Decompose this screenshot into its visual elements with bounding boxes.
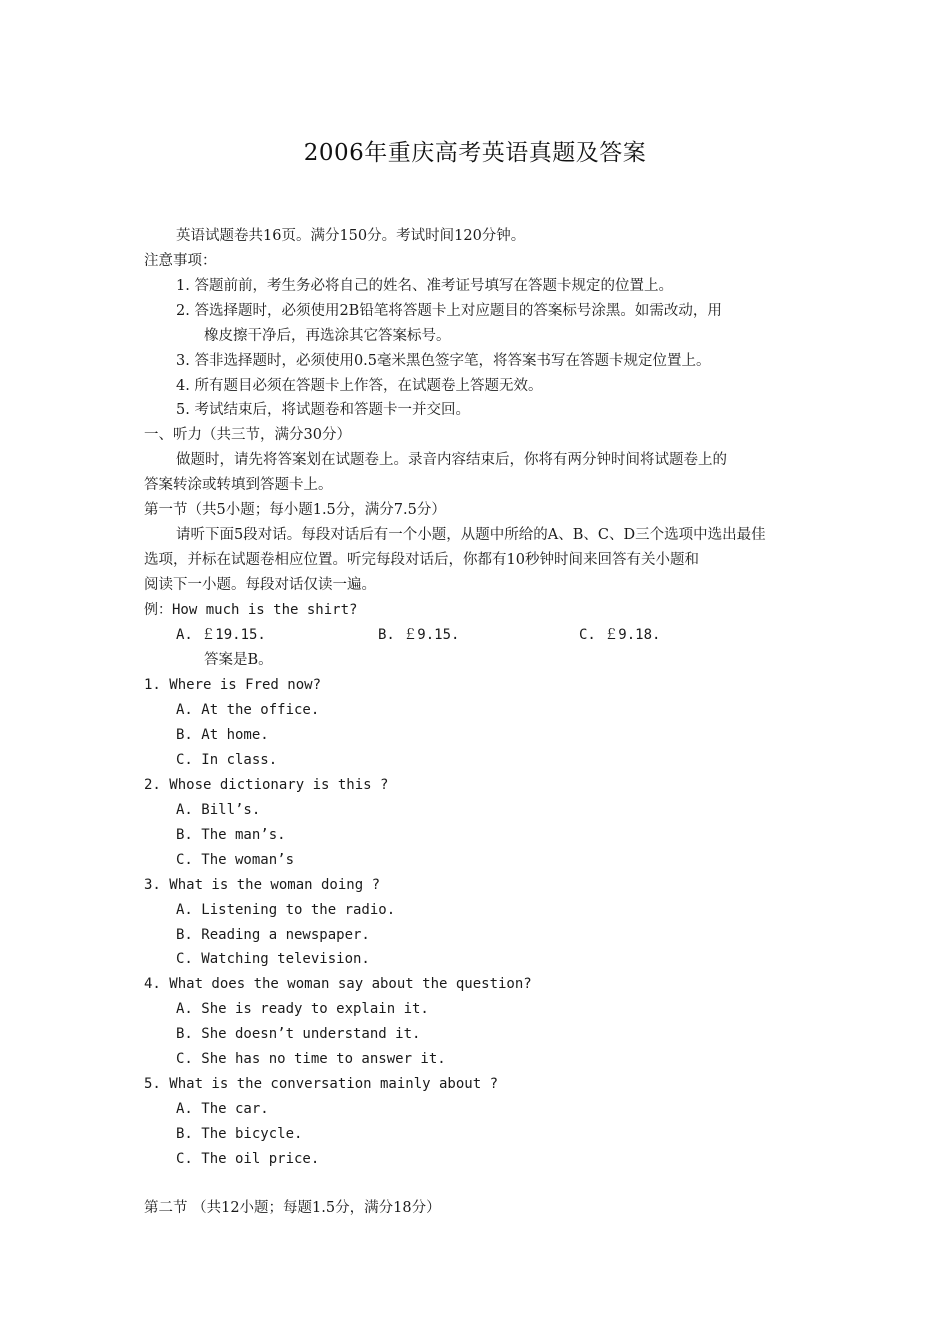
part1-heading: 一、听力（共三节，满分30分）: [144, 427, 351, 443]
question-4-option: A. She is ready to explain it.: [176, 1001, 429, 1017]
example-answer: 答案是B。: [204, 652, 273, 668]
question-2-option: C. The woman’s: [176, 852, 295, 868]
question-2-option: A. Bill’s.: [176, 802, 261, 818]
notice-item: 3. 答非选择题时，必须使用0.5毫米黑色签字笔，将答案书写在答题卡规定位置上。: [176, 353, 711, 369]
question-5-option: B. The bicycle.: [176, 1126, 303, 1142]
part1-instruction: 做题时，请先将答案划在试题卷上。录音内容结束后，你将有两分钟时间将试题卷上的: [176, 452, 727, 468]
section1-instruction: 阅读下一小题。每段对话仅读一遍。: [144, 577, 376, 593]
question-1: 1. Where is Fred now?: [144, 677, 322, 693]
notice-item: 5. 考试结束后，将试题卷和答题卡一并交回。: [176, 402, 470, 418]
example-option-b: B. ￡9.15.: [378, 627, 460, 643]
question-5-option: C. The oil price.: [176, 1151, 320, 1167]
question-4-option: C. She has no time to answer it.: [176, 1051, 446, 1067]
section1-instruction: 选项，并标在试题卷相应位置。听完每段对话后，你都有10秒钟时间来回答有关小题和: [144, 552, 699, 568]
section1-instruction: 请听下面5段对话。每段对话后有一个小题，从题中所给的A、B、C、D三个选项中选出最佳: [176, 527, 766, 543]
question-1-option: B. At home.: [176, 727, 269, 743]
notice-item-continued: 橡皮擦干净后，再选涂其它答案标号。: [204, 328, 451, 344]
question-3: 3. What is the woman doing ?: [144, 877, 381, 893]
question-3-option: C. Watching television.: [176, 951, 370, 967]
question-4: 4. What does the woman say about the question?: [144, 976, 532, 992]
example-option-c: C. ￡9.18.: [579, 627, 661, 643]
question-2-option: B. The man’s.: [176, 827, 286, 843]
question-1-option: C. In class.: [176, 752, 278, 768]
notice-item: 4. 所有题目必须在答题卡上作答，在试题卷上答题无效。: [176, 378, 543, 394]
question-5: 5. What is the conversation mainly about ?: [144, 1076, 499, 1092]
question-1-option: A. At the office.: [176, 702, 320, 718]
question-3-option: B. Reading a newspaper.: [176, 927, 370, 943]
part1-instruction: 答案转涂或转填到答题卡上。: [144, 477, 333, 493]
question-3-option: A. Listening to the radio.: [176, 902, 396, 918]
notice-item: 2. 答选择题时，必须使用2B铅笔将答题卡上对应题目的答案标号涂黑。如需改动，用: [176, 303, 722, 319]
section1-heading: 第一节（共5小题；每小题1.5分，满分7.5分）: [144, 502, 446, 518]
notice-item: 1. 答题前前，考生务必将自己的姓名、准考证号填写在答题卡规定的位置上。: [176, 278, 673, 294]
section2-heading: 第二节 （共12小题；每题1.5分，满分18分）: [144, 1200, 441, 1216]
question-4-option: B. She doesn’t understand it.: [176, 1026, 421, 1042]
example-option-a: A. ￡19.15.: [176, 627, 266, 643]
question-5-option: A. The car.: [176, 1101, 269, 1117]
intro-text: 英语试题卷共16页。满分150分。考试时间120分钟。: [176, 228, 526, 244]
notice-heading: 注意事项：: [144, 253, 217, 269]
example-question: 例：How much is the shirt?: [144, 602, 358, 618]
question-2: 2. Whose dictionary is this ?: [144, 777, 389, 793]
document-title: 2006年重庆高考英语真题及答案: [303, 140, 647, 166]
